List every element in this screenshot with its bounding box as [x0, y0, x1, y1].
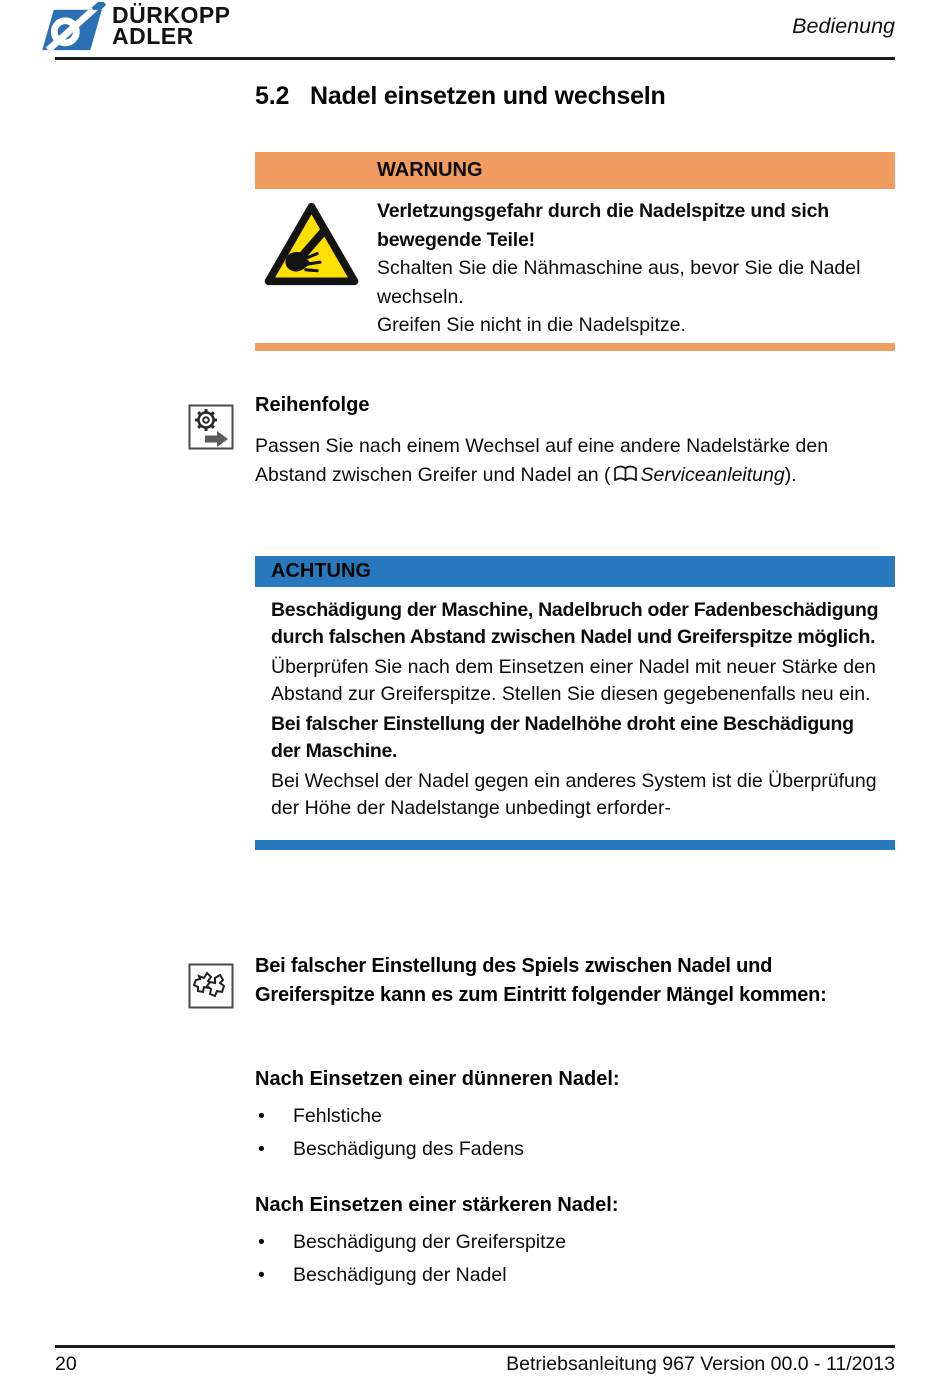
section-title: Nadel einsetzen und wechseln [310, 82, 666, 110]
gear-arrow-sequence-icon [188, 404, 234, 455]
warning-instruction-1: Schalten Sie die Nähmaschine aus, bevor Sie die Nadel wechseln. [377, 257, 861, 308]
warning-label: WARNUNG [377, 159, 483, 181]
header-rule [55, 57, 895, 60]
hand-injury-hazard-triangle-icon [255, 197, 377, 340]
sequence-note-text: Passen Sie nach einem Wechsel auf eine andere Nadelstärke den Abstand zwischen Greifer und Nadel an ( [255, 435, 829, 486]
duerkopp-adler-logo-icon [40, 2, 106, 57]
list-item-text: Beschädigung der Greiferspitze [293, 1231, 567, 1253]
warning-box [255, 152, 895, 351]
broken-gears-malfunction-icon [188, 963, 234, 1014]
malfunction-note-paragraph: Bei falscher Einstellung des Spiels zwischen Nadel und Greiferspitze kann es zum Eintritt folgender Mängel kommen: [255, 955, 827, 1006]
sequence-note-heading: Reihenfolge [255, 394, 370, 416]
page-number: 20 [55, 1353, 77, 1375]
attention-paragraph-2: Überprüfen Sie nach dem Einsetzen einer Nadel mit neuer Stärke den Abstand zur Greiferspitze. Stellen Sie diesen gegebenenfalls neu ein. [271, 656, 876, 705]
attention-paragraph-1: Beschädigung der Maschine, Nadelbruch oder Fadenbeschädigung durch falschen Abstand zwischen Nadel und Greiferspitze möglich. [271, 599, 879, 648]
service-manual-reference: Serviceanleitung [640, 463, 785, 486]
section-number: 5.2 [255, 82, 290, 110]
running-head-chapter: Bedienung [792, 14, 895, 38]
warning-text [377, 197, 882, 340]
warning-instruction-2: Greifen Sie nicht in die Nadelspitze. [377, 314, 686, 336]
sequence-note-text-end: ). [784, 463, 797, 486]
list-item [255, 1133, 895, 1166]
warning-title: Verletzungsgefahr durch die Nadelspitze und sich bewegende Teile! [377, 200, 829, 251]
attention-header-bar [255, 556, 895, 587]
warning-footer-bar [255, 343, 895, 351]
brand-line2: ADLER [112, 23, 194, 49]
warning-header-bar [255, 152, 895, 189]
attention-label: ACHTUNG [271, 560, 371, 582]
attention-body [255, 587, 895, 822]
list-item-text: Beschädigung des Fadens [293, 1138, 524, 1160]
attention-footer-bar [255, 840, 895, 850]
bullet: • [258, 1264, 265, 1286]
thin-needle-list [255, 1100, 895, 1166]
attention-box [255, 556, 895, 850]
warning-body [255, 189, 895, 340]
footer-rule [55, 1345, 895, 1348]
open-book-icon [613, 467, 638, 489]
thin-needle-heading: Nach Einsetzen einer dünneren Nadel: [255, 1068, 620, 1090]
list-item-text: Fehlstiche [293, 1105, 382, 1127]
brand-name [112, 2, 231, 47]
brand-logo [40, 2, 231, 57]
section-heading [255, 82, 666, 111]
thick-needle-heading: Nach Einsetzen einer stärkeren Nadel: [255, 1194, 619, 1216]
attention-paragraph-4: Bei Wechsel der Nadel gegen ein anderes System ist die Überprüfung der Höhe der Nadelstange unbedingt erforder- [271, 770, 877, 819]
bullet: • [258, 1231, 265, 1253]
list-item [255, 1100, 895, 1133]
bullet: • [258, 1105, 265, 1127]
list-item [255, 1226, 895, 1259]
bullet: • [258, 1138, 265, 1160]
document-reference: Betriebsanleitung 967 Version 00.0 - 11/2013 [506, 1353, 895, 1375]
thick-needle-list [255, 1226, 895, 1292]
attention-paragraph-3: Bei falscher Einstellung der Nadelhöhe droht eine Beschädigung der Maschine. [271, 713, 854, 762]
list-item [255, 1259, 895, 1292]
brand-line1: DÜRKOPP [112, 2, 231, 28]
sequence-note-paragraph [255, 432, 877, 492]
list-item-text: Beschädigung der Nadel [293, 1264, 507, 1286]
